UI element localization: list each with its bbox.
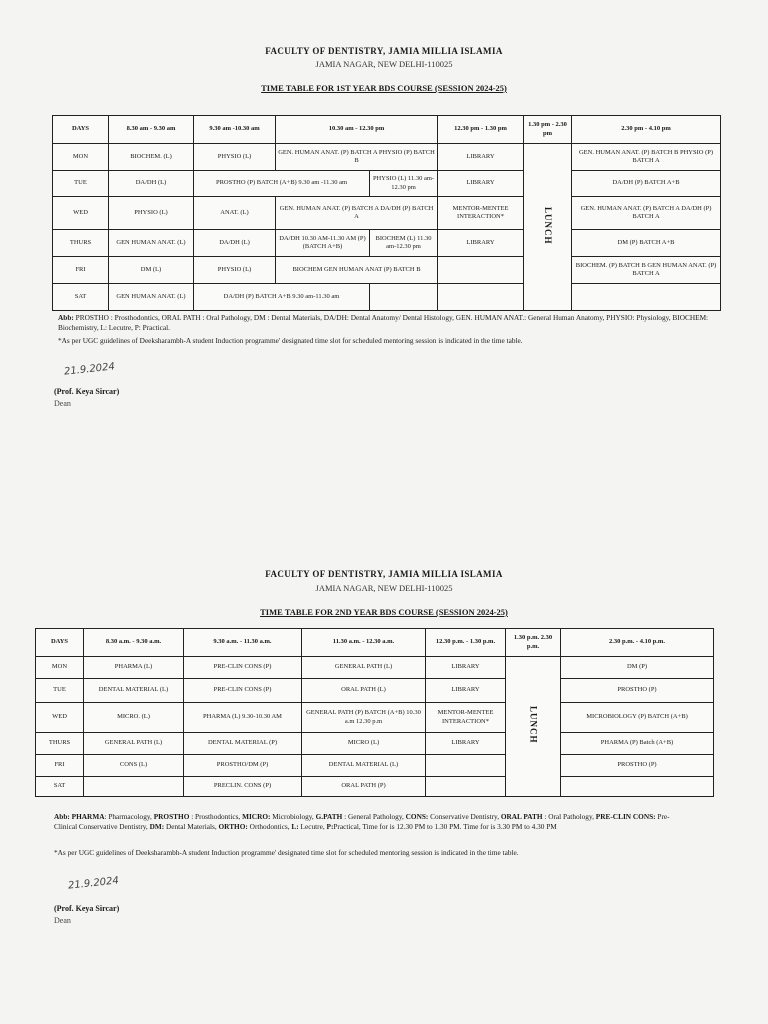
table-cell: PRE-CLIN CONS (P) bbox=[184, 657, 302, 679]
header-slot-4: 12.30 p.m. - 1.30 p.m. bbox=[426, 629, 506, 657]
day-cell: WED bbox=[53, 197, 109, 230]
abb-def: : Pharmacology, bbox=[104, 812, 154, 821]
header-slot-lunch: 1.30 p.m. 2.30 p.m. bbox=[506, 629, 561, 657]
table-cell: DA/DH (L) bbox=[194, 230, 276, 257]
abb-term: PROSTHO bbox=[153, 812, 190, 821]
table-cell: PHARMA (L) 9.30-10.30 AM bbox=[184, 703, 302, 733]
table-cell bbox=[438, 257, 524, 284]
day-cell: TUE bbox=[36, 679, 84, 703]
header-slot-6: 2.30 p.m. - 4.10 p.m. bbox=[561, 629, 714, 657]
table-cell: GEN HUMAN ANAT. (L) bbox=[109, 284, 194, 311]
table-cell bbox=[438, 284, 524, 311]
table-row bbox=[36, 777, 714, 797]
table-cell bbox=[561, 777, 714, 797]
abb-def: : General Pathology, bbox=[342, 812, 406, 821]
abb-label: Abb: bbox=[58, 313, 74, 322]
table-cell: DA/DH 10.30 AM-11.30 AM (P) (BATCH A+B) bbox=[276, 230, 370, 257]
table-cell: GEN HUMAN ANAT. (L) bbox=[109, 230, 194, 257]
table-row bbox=[36, 703, 714, 733]
header-slot-3: 10.30 am - 12.30 pm bbox=[276, 116, 438, 144]
table-cell: GENERAL PATH (L) bbox=[84, 733, 184, 755]
table-cell: DENTAL MATERIAL (L) bbox=[302, 755, 426, 777]
abbreviations-note bbox=[58, 313, 726, 333]
day-cell: THURS bbox=[36, 733, 84, 755]
table-row bbox=[53, 230, 721, 257]
table-cell: DA/DH (P) BATCH A+B bbox=[572, 171, 721, 197]
timetable-title: TIME TABLE FOR 1ST YEAR BDS COURSE (SESSION 2024-25) bbox=[261, 83, 507, 93]
table-cell: BIOCHEM (L) 11.30 am-12.30 pm bbox=[370, 230, 438, 257]
table-cell: LIBRARY bbox=[438, 171, 524, 197]
abb-term: L: bbox=[291, 821, 299, 831]
abb-term: CONS: bbox=[405, 812, 429, 821]
table-cell: GEN. HUMAN ANAT. (P) BATCH A DA/DH (P) BATCH A bbox=[572, 197, 721, 230]
signer-role: Dean bbox=[54, 916, 71, 925]
table-cell: PROSTHO (P) bbox=[561, 755, 714, 777]
table-cell: GENERAL PATH (L) bbox=[302, 657, 426, 679]
header-slot-3: 11.30 a.m. - 12.30 a.m. bbox=[302, 629, 426, 657]
table-cell bbox=[84, 777, 184, 797]
table-cell bbox=[572, 284, 721, 311]
abb-def: Conservative Dentistry, bbox=[428, 812, 501, 821]
header-slot-6: 2.30 pm - 4.10 pm bbox=[572, 116, 721, 144]
table-cell: GEN. HUMAN ANAT. (P) BATCH B PHYSIO (P) BATCH A bbox=[572, 144, 721, 171]
table-row bbox=[53, 144, 721, 171]
table-cell: PRECLIN. CONS (P) bbox=[184, 777, 302, 797]
table-cell: GENERAL PATH (P) BATCH (A+B) 10.30 a.m 12.30 p.m bbox=[302, 703, 426, 733]
table-cell: PHYSIO (L) bbox=[194, 257, 276, 284]
table-cell: PHARMA (L) bbox=[84, 657, 184, 679]
table-cell: BIOCHEM. (P) BATCH B GEN HUMAN ANAT. (P) BATCH A bbox=[572, 257, 721, 284]
table-row bbox=[36, 657, 714, 679]
abb-def: Orthodontics, bbox=[247, 821, 292, 831]
day-cell: MON bbox=[53, 144, 109, 171]
table-cell: CONS (L) bbox=[84, 755, 184, 777]
table-cell: DENTAL MATERIAL (P) bbox=[184, 733, 302, 755]
faculty-heading: FACULTY OF DENTISTRY, JAMIA MILLIA ISLAMIA bbox=[265, 46, 503, 56]
abb-term: PRE-CLIN CONS: bbox=[595, 812, 656, 821]
table-cell: MENTOR-MENTEE INTERACTION* bbox=[426, 703, 506, 733]
table-row bbox=[53, 171, 721, 197]
day-cell: THURS bbox=[53, 230, 109, 257]
table-row bbox=[53, 284, 721, 311]
table-cell: DENTAL MATERIAL (L) bbox=[84, 679, 184, 703]
table-cell: DA/DH (P) BATCH A+B 9.30 am-11.30 am bbox=[194, 284, 370, 311]
abb-term: MICRO: bbox=[242, 812, 271, 821]
day-cell: MON bbox=[36, 657, 84, 679]
table-cell: ORAL PATH (P) bbox=[302, 777, 426, 797]
table-row bbox=[53, 257, 721, 284]
header-slot-4: 12.30 pm - 1.30 pm bbox=[438, 116, 524, 144]
abb-term: ORAL PATH bbox=[500, 812, 543, 821]
day-cell: FRI bbox=[53, 257, 109, 284]
table-cell: PROSTHO (P) bbox=[561, 679, 714, 703]
abb-term: P: bbox=[326, 821, 334, 831]
header-slot-1: 8.30 a.m. - 9.30 a.m. bbox=[84, 629, 184, 657]
abb-def: Microbiology, bbox=[270, 812, 316, 821]
abb-term: ORTHO: bbox=[218, 821, 248, 831]
dean-signature: 21.9.2024 bbox=[67, 875, 120, 892]
faculty-heading: FACULTY OF DENTISTRY, JAMIA MILLIA ISLAMIA bbox=[265, 569, 503, 579]
table-cell: GEN. HUMAN ANAT. (P) BATCH A PHYSIO (P) BATCH B bbox=[276, 144, 438, 171]
signer-name: (Prof. Keya Sircar) bbox=[54, 387, 120, 396]
table-cell: PHYSIO (L) bbox=[194, 144, 276, 171]
table-cell: LIBRARY bbox=[438, 230, 524, 257]
abb-term: G.PATH bbox=[315, 812, 343, 821]
timetable-2nd-year bbox=[35, 628, 714, 797]
table-cell: PROSTHO (P) BATCH (A+B) 9.30 am -11.30 am bbox=[194, 171, 370, 197]
abb-def: Lecutre, bbox=[298, 821, 327, 831]
table-cell: BIOCHEM. (L) bbox=[109, 144, 194, 171]
day-cell: FRI bbox=[36, 755, 84, 777]
day-cell: WED bbox=[36, 703, 84, 733]
table-cell: PROSTHO/DM (P) bbox=[184, 755, 302, 777]
table-row bbox=[36, 679, 714, 703]
lunch-cell bbox=[506, 657, 561, 797]
table-cell: MENTOR-MENTEE INTERACTION* bbox=[438, 197, 524, 230]
abb-label: Abb: bbox=[54, 812, 70, 821]
faculty-address: JAMIA NAGAR, NEW DELHI-110025 bbox=[315, 59, 453, 69]
table-cell: PHARMA (P) Batch (A+B) bbox=[561, 733, 714, 755]
header-slot-lunch: 1.30 pm - 2.30 pm bbox=[524, 116, 572, 144]
table-row bbox=[36, 733, 714, 755]
header-row bbox=[53, 116, 721, 144]
abb-def: Pre-Clinical Conservative Dentistry, bbox=[54, 812, 670, 831]
timetable-1st-year bbox=[52, 115, 721, 311]
header-slot-2: 9.30 am -10.30 am bbox=[194, 116, 276, 144]
header-days: DAYS bbox=[36, 629, 84, 657]
table-cell: LIBRARY bbox=[438, 144, 524, 171]
table-cell: MICROBIOLOGY (P) BATCH (A+B) bbox=[561, 703, 714, 733]
table-cell: DM (P) bbox=[561, 657, 714, 679]
table-cell: LIBRARY bbox=[426, 657, 506, 679]
abb-term: PHARMA bbox=[71, 812, 105, 821]
table-cell: PHYSIO (L) 11.30 am-12.30 pm bbox=[370, 171, 438, 197]
table-cell bbox=[370, 284, 438, 311]
table-cell: LIBRARY bbox=[426, 733, 506, 755]
day-cell: TUE bbox=[53, 171, 109, 197]
abbreviations-note bbox=[54, 812, 678, 832]
table-cell: PHYSIO (L) bbox=[109, 197, 194, 230]
table-cell bbox=[426, 777, 506, 797]
ugc-note: *As per UGC guidelines of Deeksharambh-A student Induction programme' designated time slot for scheduled mentoring session is indicated in the time table. bbox=[54, 848, 519, 857]
abb-def: : Oral Pathology, bbox=[542, 812, 596, 821]
day-cell: SAT bbox=[53, 284, 109, 311]
faculty-address: JAMIA NAGAR, NEW DELHI-110025 bbox=[315, 583, 453, 593]
signer-role: Dean bbox=[54, 399, 71, 408]
table-cell: GEN. HUMAN ANAT. (P) BATCH A DA/DH (P) BATCH A bbox=[276, 197, 438, 230]
abb-def: : Prosthodontics, bbox=[189, 812, 243, 821]
header-slot-2: 9.30 a.m. - 11.30 a.m. bbox=[184, 629, 302, 657]
header-slot-1: 8.30 am - 9.30 am bbox=[109, 116, 194, 144]
lunch-label: LUNCH bbox=[543, 206, 554, 245]
table-cell: DA/DH (L) bbox=[109, 171, 194, 197]
table-cell: PRE-CLIN CONS (P) bbox=[184, 679, 302, 703]
lunch-cell bbox=[524, 144, 572, 311]
day-cell: SAT bbox=[36, 777, 84, 797]
lunch-label: LUNCH bbox=[528, 706, 539, 744]
abb-def: Practical, Time for is 12.30 PM to 1.30 PM. Time for is 3.30 PM to 4.30 PM bbox=[333, 821, 557, 831]
timetable-title: TIME TABLE FOR 2ND YEAR BDS COURSE (SESSION 2024-25) bbox=[260, 607, 508, 617]
signer-name: (Prof. Keya Sircar) bbox=[54, 904, 120, 913]
table-cell: MICRO. (L) bbox=[84, 703, 184, 733]
table-cell bbox=[426, 755, 506, 777]
dean-signature: 21.9.2024 bbox=[63, 361, 116, 378]
table-cell: ORAL PATH (L) bbox=[302, 679, 426, 703]
ugc-note: *As per UGC guidelines of Deeksharambh-A student Induction programme' designated time slot for scheduled mentoring session is indicated in the time table. bbox=[58, 336, 523, 345]
table-row bbox=[53, 197, 721, 230]
table-row bbox=[36, 755, 714, 777]
header-row bbox=[36, 629, 714, 657]
table-cell: ANAT. (L) bbox=[194, 197, 276, 230]
table-cell: MICRO (L) bbox=[302, 733, 426, 755]
table-cell: LIBRARY bbox=[426, 679, 506, 703]
abb-text: PROSTHO : Prosthodontics, ORAL PATH : Oral Pathology, DM : Dental Materials, DA/DH: Dental Anatomy/ Dental Histology, GEN. HUMAN ANAT.: General Human Anatomy, PHYSIO: Physiology, BIOCHEM: Biochemistry, L: Lecutre, P: Practical. bbox=[58, 313, 709, 332]
abb-def: Dental Materials, bbox=[164, 821, 219, 831]
table-cell: DM (P) BATCH A+B bbox=[572, 230, 721, 257]
table-cell: DM (L) bbox=[109, 257, 194, 284]
abb-term: DM: bbox=[149, 821, 165, 831]
header-days: DAYS bbox=[53, 116, 109, 144]
table-cell: BIOCHEM GEN HUMAN ANAT (P) BATCH B bbox=[276, 257, 438, 284]
